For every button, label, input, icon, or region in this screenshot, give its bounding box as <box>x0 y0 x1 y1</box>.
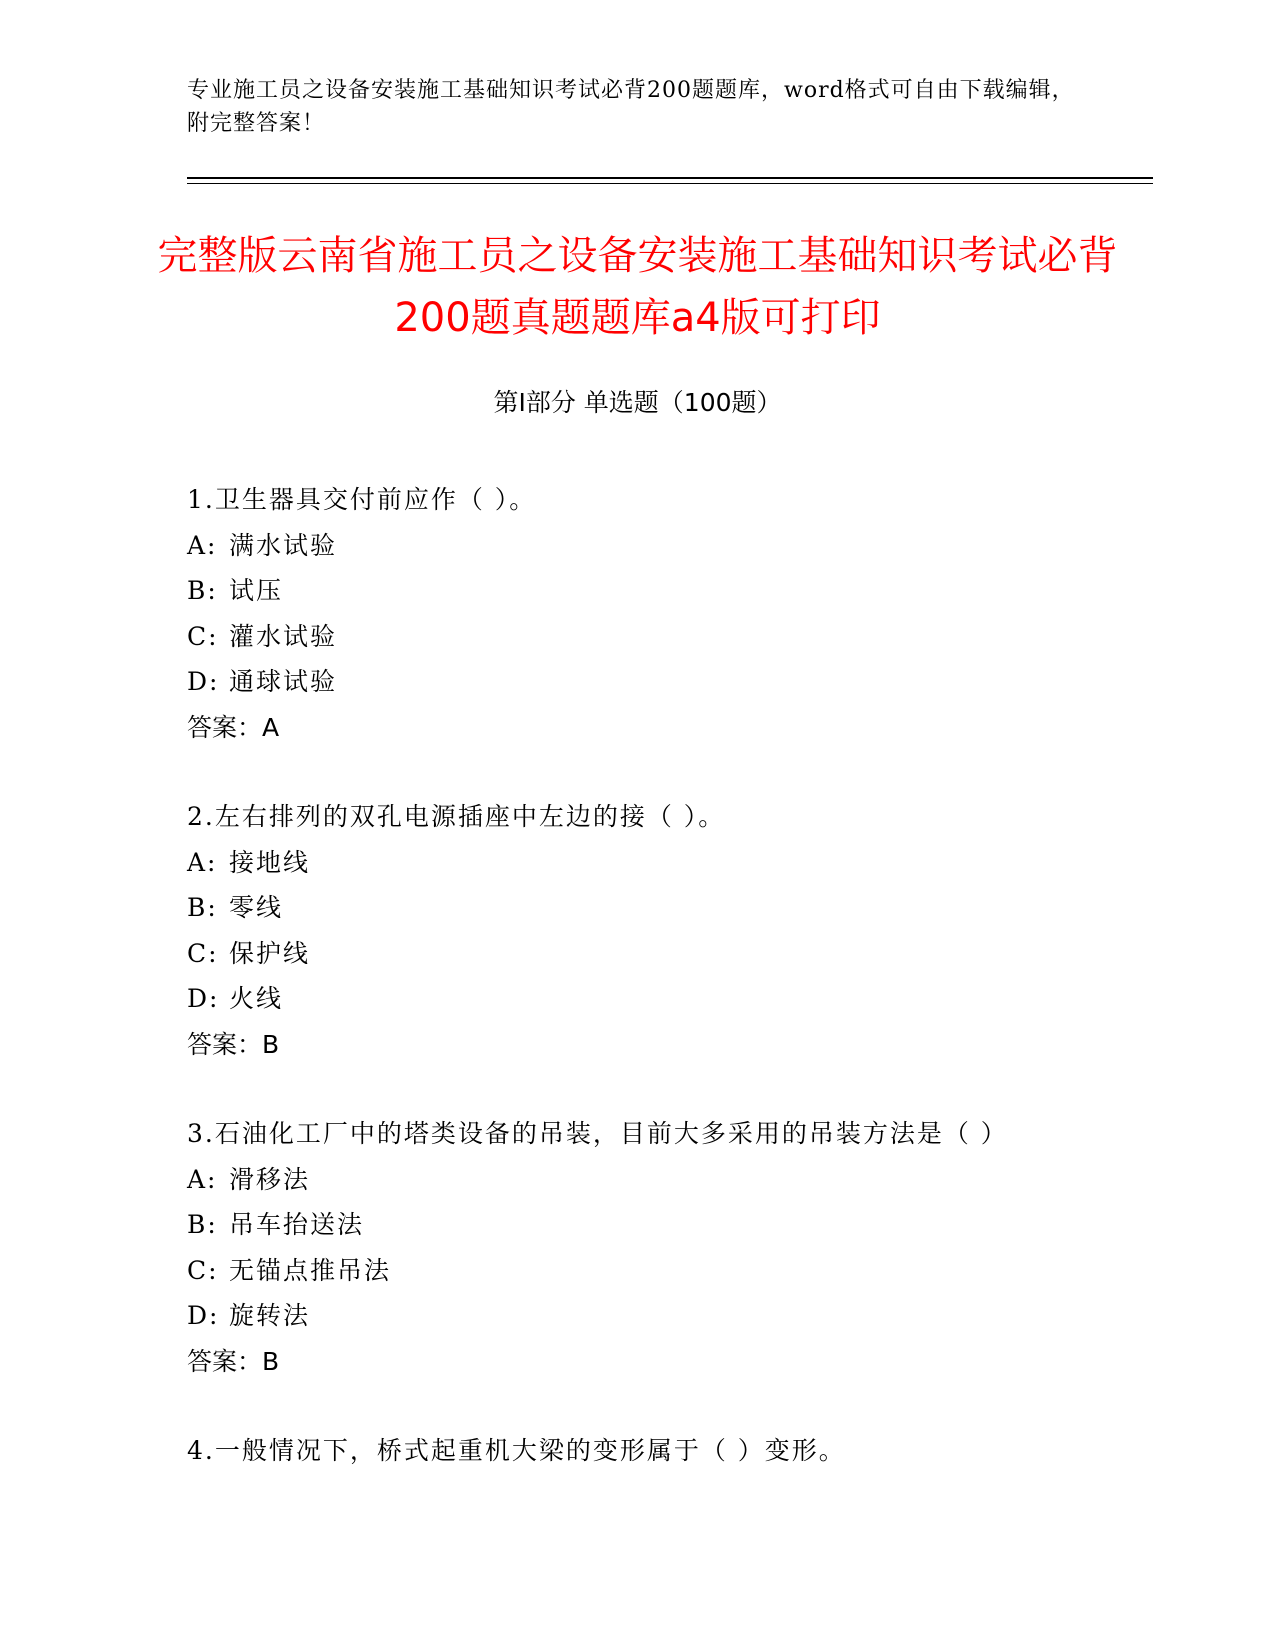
option-text: 无锚点推吊法 <box>229 1255 392 1285</box>
document-title: 完整版云南省施工员之设备安装施工基础知识考试必背200题真题题库a4版可打印 <box>157 233 1118 341</box>
question-3 <box>187 1111 1137 1384</box>
section-heading: 第Ⅰ部分 单选题（100题） <box>493 388 782 417</box>
option-text: 试压 <box>229 576 284 605</box>
answer-line <box>187 1339 1137 1385</box>
question-1 <box>187 477 1137 750</box>
answer-value: A <box>262 712 280 742</box>
question-2 <box>187 794 1137 1067</box>
option-letter: D: <box>187 667 220 696</box>
option-letter: B: <box>187 1210 218 1239</box>
option-letter: C: <box>187 621 219 651</box>
answer-label: 答案： <box>187 712 263 742</box>
option-a <box>187 840 1137 886</box>
option-text: 滑移法 <box>229 1164 311 1194</box>
option-text: 吊车抬送法 <box>229 1210 365 1239</box>
option-text: 接地线 <box>229 847 311 877</box>
option-a <box>187 523 1137 569</box>
option-letter: A: <box>187 530 218 560</box>
option-b <box>187 885 1137 931</box>
option-text: 满水试验 <box>229 530 338 560</box>
answer-line <box>187 1022 1137 1068</box>
question-stem: 4.一般情况下，桥式起重机大梁的变形属于（ ）变形。 <box>187 1436 846 1465</box>
option-c <box>187 931 1137 977</box>
option-a <box>187 1157 1137 1203</box>
option-text: 旋转法 <box>229 1301 311 1330</box>
option-letter: A: <box>187 847 218 877</box>
option-b <box>187 568 1137 614</box>
option-letter: C: <box>187 1255 219 1285</box>
option-d <box>187 976 1137 1022</box>
option-c <box>187 1248 1137 1294</box>
answer-value: B <box>262 1346 280 1376</box>
question-stem: 2.左右排列的双孔电源插座中左边的接（ ）。 <box>187 802 726 831</box>
option-letter: D: <box>187 984 220 1013</box>
question-list <box>187 477 1137 1518</box>
option-text: 火线 <box>229 984 284 1013</box>
option-letter: A: <box>187 1164 218 1194</box>
option-b <box>187 1202 1137 1248</box>
answer-value: B <box>262 1029 280 1059</box>
option-c <box>187 614 1137 660</box>
question-stem: 3.石油化工厂中的塔类设备的吊装，目前大多采用的吊装方法是（ ） <box>187 1119 1008 1148</box>
question-4 <box>187 1428 1137 1474</box>
answer-label: 答案： <box>187 1346 263 1376</box>
option-text: 零线 <box>229 893 284 922</box>
option-d <box>187 659 1137 705</box>
answer-line <box>187 705 1137 751</box>
header-divider-thick <box>187 177 1153 179</box>
option-letter: C: <box>187 938 219 968</box>
option-letter: B: <box>187 893 218 922</box>
header-note: 专业施工员之设备安装施工基础知识考试必背200题题库，word格式可自由下载编辑，附完整答案！ <box>187 78 1075 136</box>
option-text: 保护线 <box>229 938 311 968</box>
question-stem: 1.卫生器具交付前应作（ ）。 <box>187 485 537 514</box>
header-divider-thin <box>187 183 1153 184</box>
answer-label: 答案： <box>187 1029 263 1059</box>
option-text: 通球试验 <box>229 667 338 696</box>
option-text: 灌水试验 <box>229 621 338 651</box>
option-letter: B: <box>187 576 218 605</box>
option-letter: D: <box>187 1301 220 1330</box>
option-d <box>187 1293 1137 1339</box>
